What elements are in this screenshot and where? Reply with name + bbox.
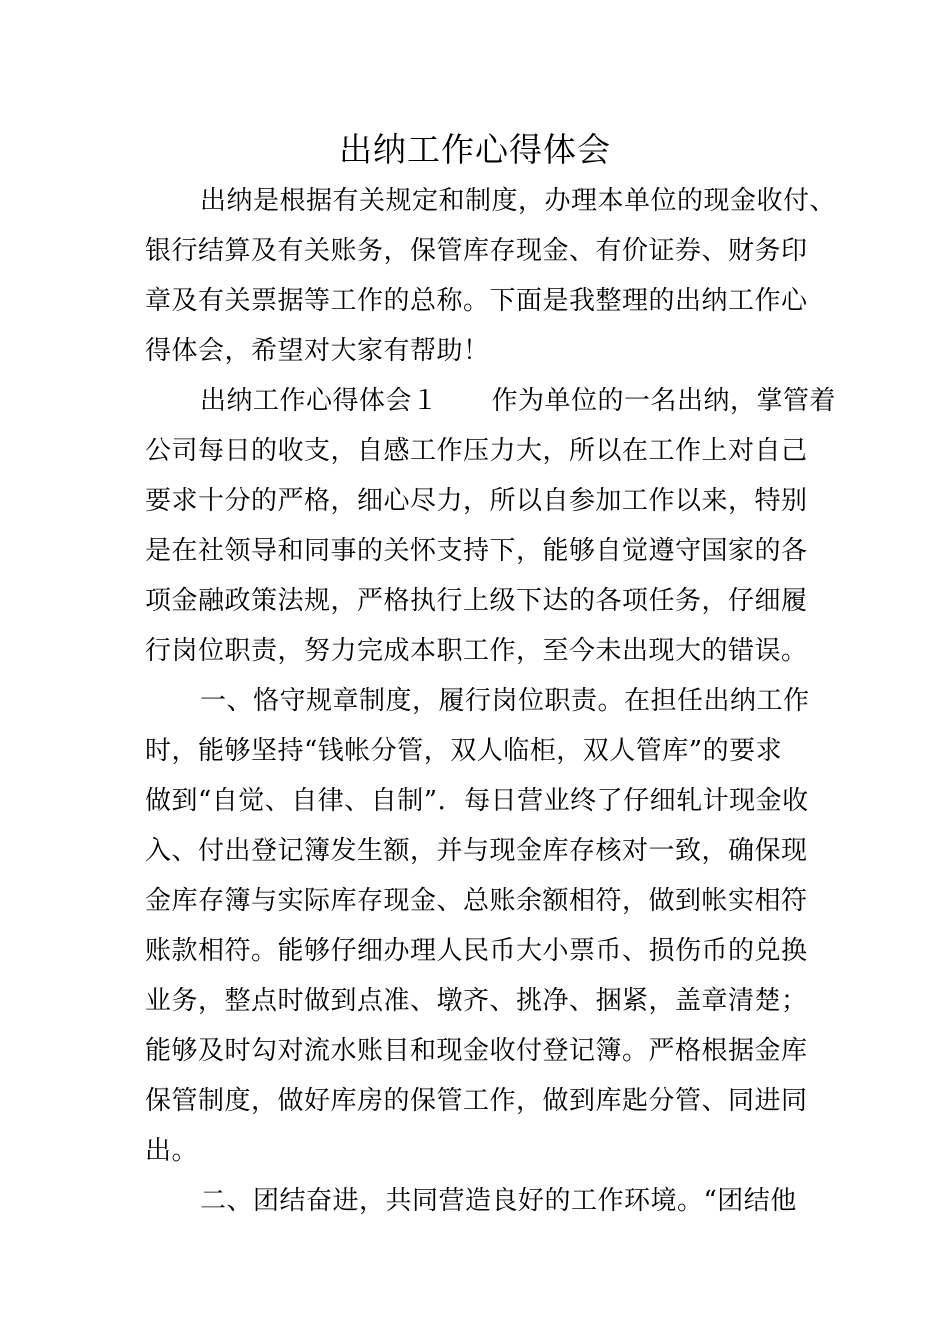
paragraph-line: 要求十分的严格，细心尽力，所以自参加工作以来，特别: [145, 486, 808, 516]
paragraph-line: 能够及时勾对流水账目和现金收付登记簿。严格根据金库: [145, 1036, 808, 1066]
paragraph-line: 保管制度，做好库房的保管工作，做到库匙分管、同进同: [145, 1086, 808, 1116]
paragraph-line: 是在社领导和同事的关怀支持下，能够自觉遵守国家的各: [145, 536, 808, 566]
paragraph-line: 银行结算及有关账务，保管库存现金、有价证券、财务印: [145, 236, 808, 266]
paragraph-line: 公司每日的收支，自感工作压力大，所以在工作上对自己: [145, 436, 808, 466]
paragraph-line: 出。: [145, 1136, 199, 1166]
paragraph-line: 入、付出登记簿发生额，并与现金库存核对一致，确保现: [145, 836, 808, 866]
paragraph-line: 行岗位职责，努力完成本职工作，至今未出现大的错误。: [145, 636, 808, 666]
paragraph-line: 二、团结奋进，共同营造良好的工作环境。“团结他: [200, 1186, 797, 1216]
paragraph-line: 章及有关票据等工作的总称。下面是我整理的出纳工作心: [145, 286, 808, 316]
document-title: 出纳工作心得体会: [339, 130, 611, 169]
paragraph-line: 出纳是根据有关规定和制度，办理本单位的现金收付、: [200, 186, 837, 216]
paragraph-line: 业务，整点时做到点准、墩齐、挑净、捆紧，盖章清楚；: [145, 986, 808, 1016]
paragraph-line: 出纳工作心得体会１ 作为单位的一名出纳，掌管着: [200, 386, 837, 416]
paragraph-line: 项金融政策法规，严格执行上级下达的各项任务，仔细履: [145, 586, 808, 616]
paragraph-line: 得体会，希望对大家有帮助！: [145, 336, 490, 366]
paragraph-line: 账款相符。能够仔细办理人民币大小票币、损伤币的兑换: [145, 936, 808, 966]
paragraph-line: 做到“自觉、自律、自制”．每日营业终了仔细轧计现金收: [145, 786, 809, 816]
paragraph-line: 金库存簿与实际库存现金、总账余额相符，做到帐实相符: [145, 886, 808, 916]
paragraph-line: 一、恪守规章制度，履行岗位职责。在担任出纳工作: [200, 686, 810, 716]
paragraph-line: 时，能够坚持“钱帐分管，双人临柜，双人管库”的要求: [145, 736, 783, 766]
